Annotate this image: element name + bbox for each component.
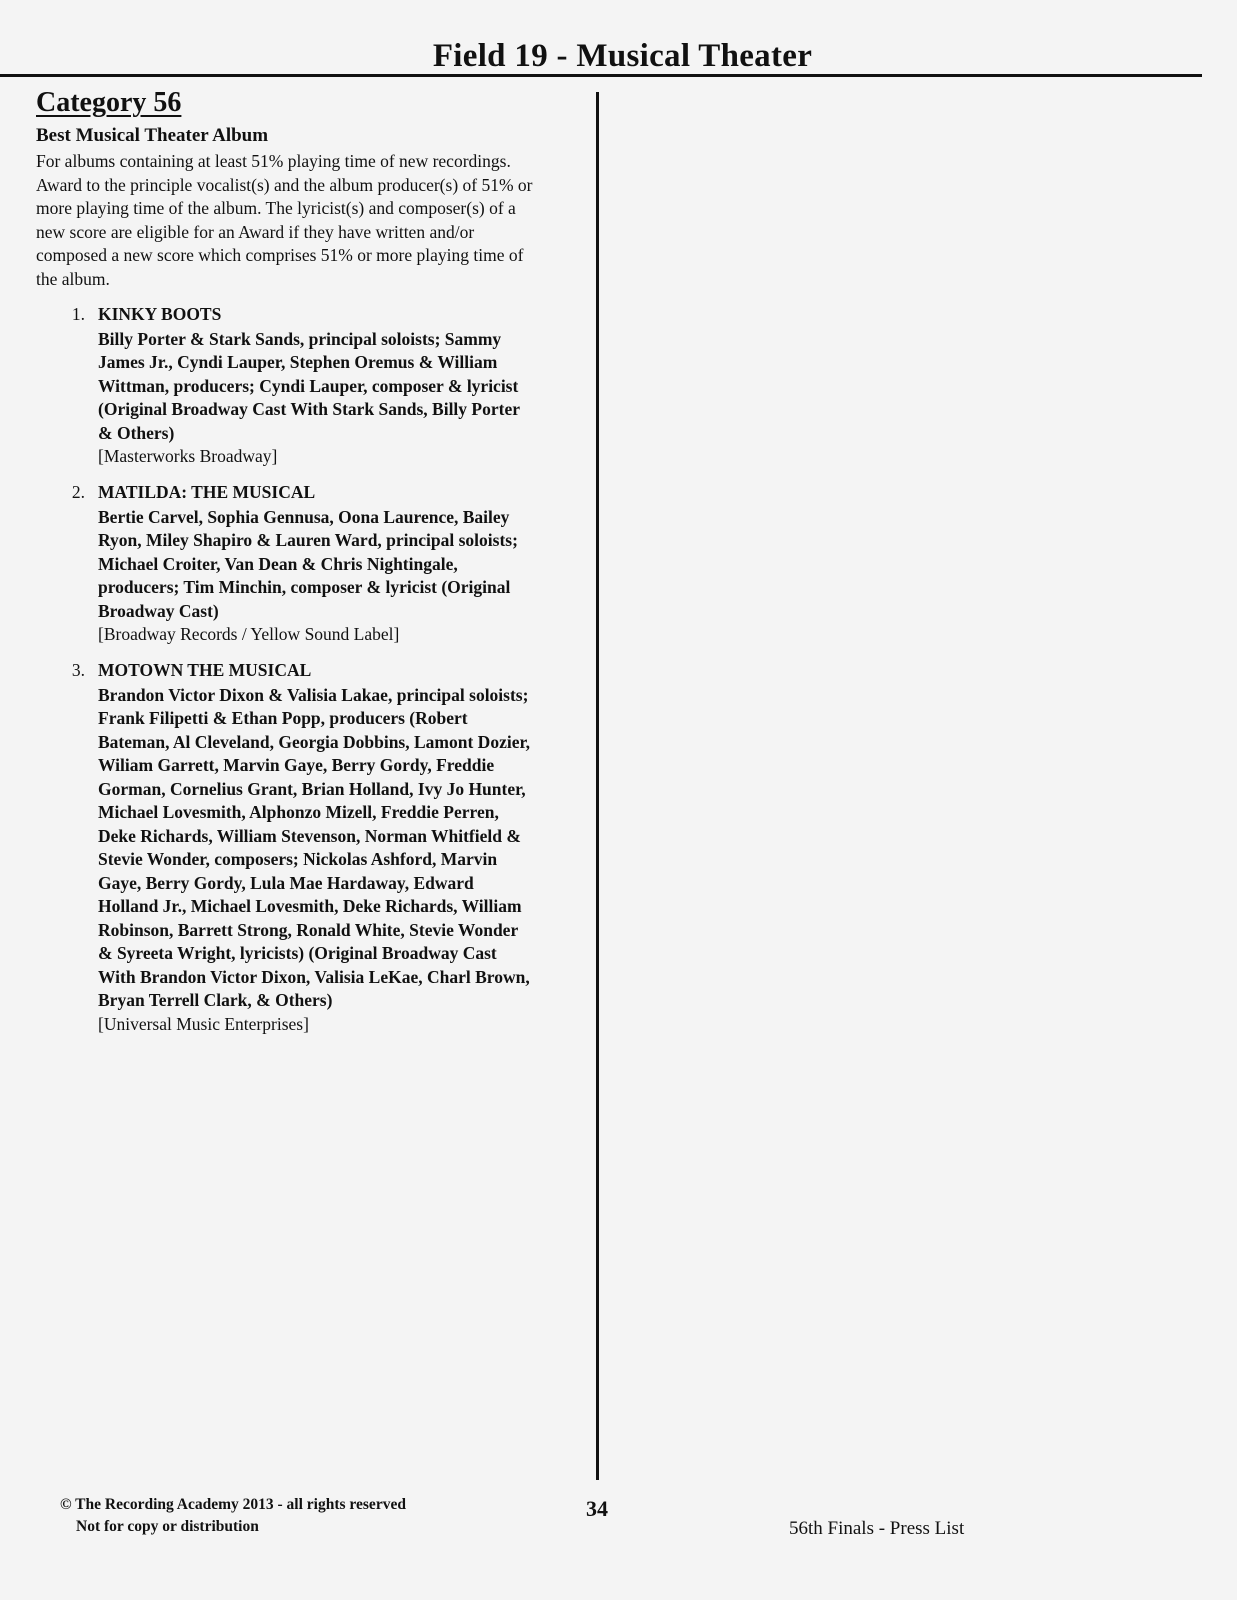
nominee-item [36,658,536,1037]
nominee-list [36,302,536,1037]
copyright-line: © The Recording Academy 2013 - all rights reserved [60,1496,406,1513]
header-divider [0,74,1202,77]
nominee-credits: Brandon Victor Dixon & Valisia Lakae, principal soloists; Frank Filipetti & Ethan Popp, producers (Robert Bateman, Al Cleveland, Georgia Dobbins, Lamont Dozier, Wiliam Garrett, Marvin Gaye, Berry Gordy, Freddie Gorman, Cornelius Grant, Brian Holland, Ivy Jo Hunter, Michael Lovesmith, Alphonzo Mizell, Freddie Perren, Deke Richards, William Stevenson, Norman Whitfield & Stevie Wonder, composers; Nickolas Ashford, Marvin Gaye, Berry Gordy, Lula Mae Hardaway, Edward Holland Jr., Michael Lovesmith, Deke Richards, William Robinson, Barrett Strong, Ronald White, Stevie Wonder & Syreeta Wright, lyricists) (Original Broadway Cast With Brandon Victor Dixon, Valisia LeKae, Charl Brown, Bryan Terrell Clark, & Others) [98,684,530,1011]
category-name: Best Musical Theater Album [36,125,269,146]
distribution-notice: Not for copy or distribution [76,1518,259,1535]
category-section [36,86,536,1047]
nominee-item [36,480,536,647]
column-divider [596,92,599,1480]
page-number: 34 [586,1496,608,1521]
category-description: For albums containing at least 51% playing time of new recordings. Award to the principle vocalist(s) and the album producer(s) of 51% or more playing time of the album. The lyricist(s) and composer(s) of a new score are eligible for an Award if they have written and/or composed a new score which comprises 51% or more playing time of the album. [36,151,533,289]
nominee-number: 1. [71,303,85,324]
nominee-item [36,302,536,469]
nominee-label: [Masterworks Broadway] [98,446,278,467]
nominee-label: [Broadway Records / Yellow Sound Label] [98,624,400,645]
nominee-credits: Billy Porter & Stark Sands, principal soloists; Sammy James Jr., Cyndi Lauper, Stephen Oremus & William Wittman, producers; Cyndi Lauper, composer & lyricist (Original Broadway Cast With Stark Sands, Billy Porter & Others) [98,328,520,443]
page-title: Field 19 - Musical Theater [432,38,813,74]
nominee-body [98,480,536,647]
nominee-body [98,658,536,1037]
nominee-body [98,302,536,469]
nominee-title: MOTOWN THE MUSICAL [98,659,312,680]
category-heading: Category 56 [36,87,182,118]
nominee-label: [Universal Music Enterprises] [98,1013,309,1034]
press-list-label: 56th Finals - Press List [789,1518,965,1539]
nominee-title: MATILDA: THE MUSICAL [98,481,316,502]
footer-copyright [60,1494,406,1538]
nominee-number: 3. [71,659,85,680]
nominee-title: KINKY BOOTS [98,303,222,324]
nominee-number: 2. [71,481,85,502]
nominee-credits: Bertie Carvel, Sophia Gennusa, Oona Laurence, Bailey Ryon, Miley Shapiro & Lauren Ward, principal soloists; Michael Croiter, Van Dean & Chris Nightingale, producers; Tim Minchin, composer & lyricist (Original Broadway Cast) [98,506,518,621]
